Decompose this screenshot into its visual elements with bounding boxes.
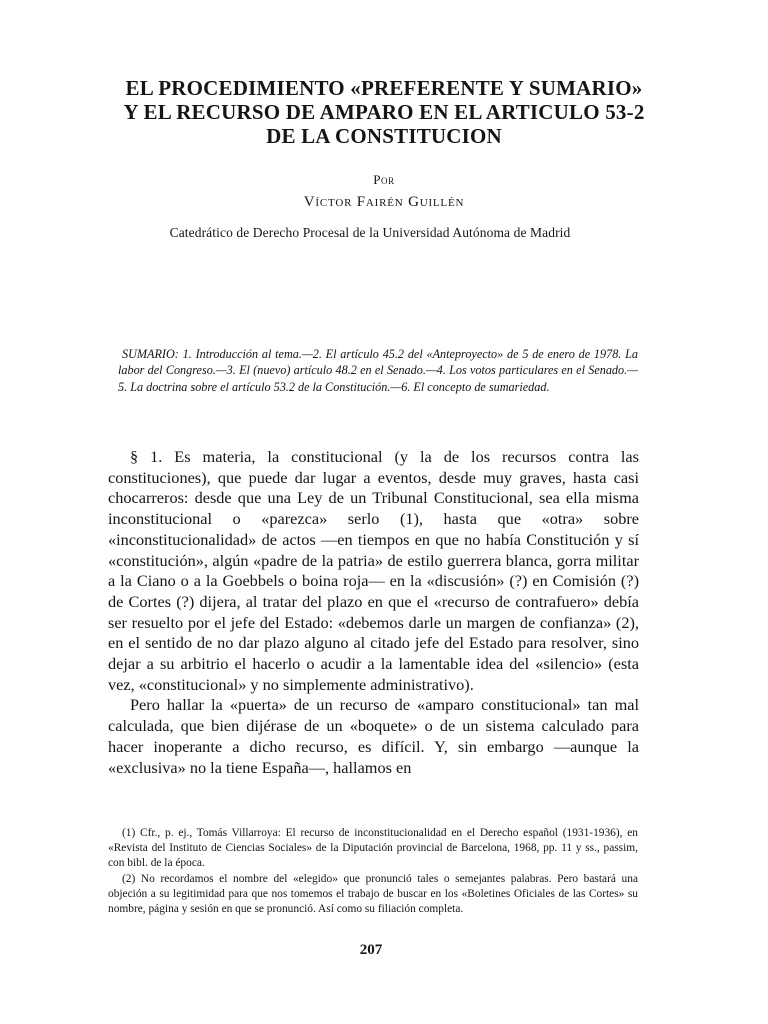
- summary-text: SUMARIO: 1. Introducción al tema.—2. El artículo 45.2 del «Anteproyecto» de 5 de enero de 1978. La labor del Congreso.—3. El (nuevo) artículo 48.2 en el Senado.—4. Los votos particulares en el Senado.—5. La doctrina sobre el artículo 53.2 de la Constitución.—6. El concepto de sumariedad.: [118, 347, 638, 394]
- summary-block: [118, 346, 638, 395]
- title-line-2: Y EL RECURSO DE AMPARO EN EL ARTICULO 53-2: [123, 100, 645, 124]
- author-name: Víctor Fairén Guillén: [303, 194, 465, 210]
- body-text: [108, 447, 639, 778]
- body-paragraph-2: Pero hallar la «puerta» de un recurso de «amparo constitucional» tan mal calculada, que bien dijérase de un «boquete» o de un sistema calculado para hacer inoperante a dicho recurso, es difícil. Y, sin embargo —aunque la «exclusiva» no la tiene España—, hallamos en: [108, 695, 639, 777]
- footnote-2: (2) No recordamos el nombre del «elegido» que pronunció tales o semejantes palabras. Pero bastará una objeción a su legitimidad para que nos tomemos el trabajo de buscar en los «Boletines Oficiales de las Cortes» su nombre, página y sesión en que se pronunció. Así como su filiación completa.: [108, 872, 638, 916]
- footnotes: [108, 826, 638, 917]
- author-affiliation: Catedrático de Derecho Procesal de la Universidad Autónoma de Madrid: [169, 225, 571, 240]
- title-line-3: DE LA CONSTITUCION: [266, 124, 502, 148]
- page-number: 207: [359, 942, 383, 958]
- body-paragraph-1: § 1. Es materia, la constitucional (y la de los recursos contra las constituciones), que puede dar lugar a eventos, desde muy graves, hasta casi chocarreros: desde que una Ley de un Tribunal Constitucional, sea ella misma inconstitucional o «parezca» serlo (1), hasta que «otra» sobre «inconstitucionalidad» de actos —en tiempos en que no había Constitución y sí «constitución», algún «padre de la patria» de estilo guerrera blanca, gorra militar a la Ciano o a la Goebbels o boina roja— en la «discusión» (?) en Comisión (?) de Cortes (?) dijera, al tratar del plazo en que el «recurso de contrafuero» debía ser resuelto por el jefe del Estado: «debemos darle un margen de confianza» (2), en el sentido de no dar plazo alguno al citado jefe del Estado para resolver, sino dejar a su arbitrio el hacerlo o acudir a la lamentable idea del «silencio» (esta vez, «constitucional» y no simplemente administrativo).: [108, 447, 639, 694]
- byline-por: Por: [373, 172, 395, 187]
- title-line-1: EL PROCEDIMIENTO «PREFERENTE Y SUMARIO»: [125, 76, 643, 100]
- article-title: [100, 76, 668, 148]
- footnote-1: (1) Cfr., p. ej., Tomás Villarroya: El recurso de inconstitucionalidad en el Derecho español (1931-1936), en «Revista del Instituto de Ciencias Sociales» de la Diputación provincial de Barcelona, 1968, pp. 11 y ss., passim, con bibl. de la época.: [108, 827, 638, 870]
